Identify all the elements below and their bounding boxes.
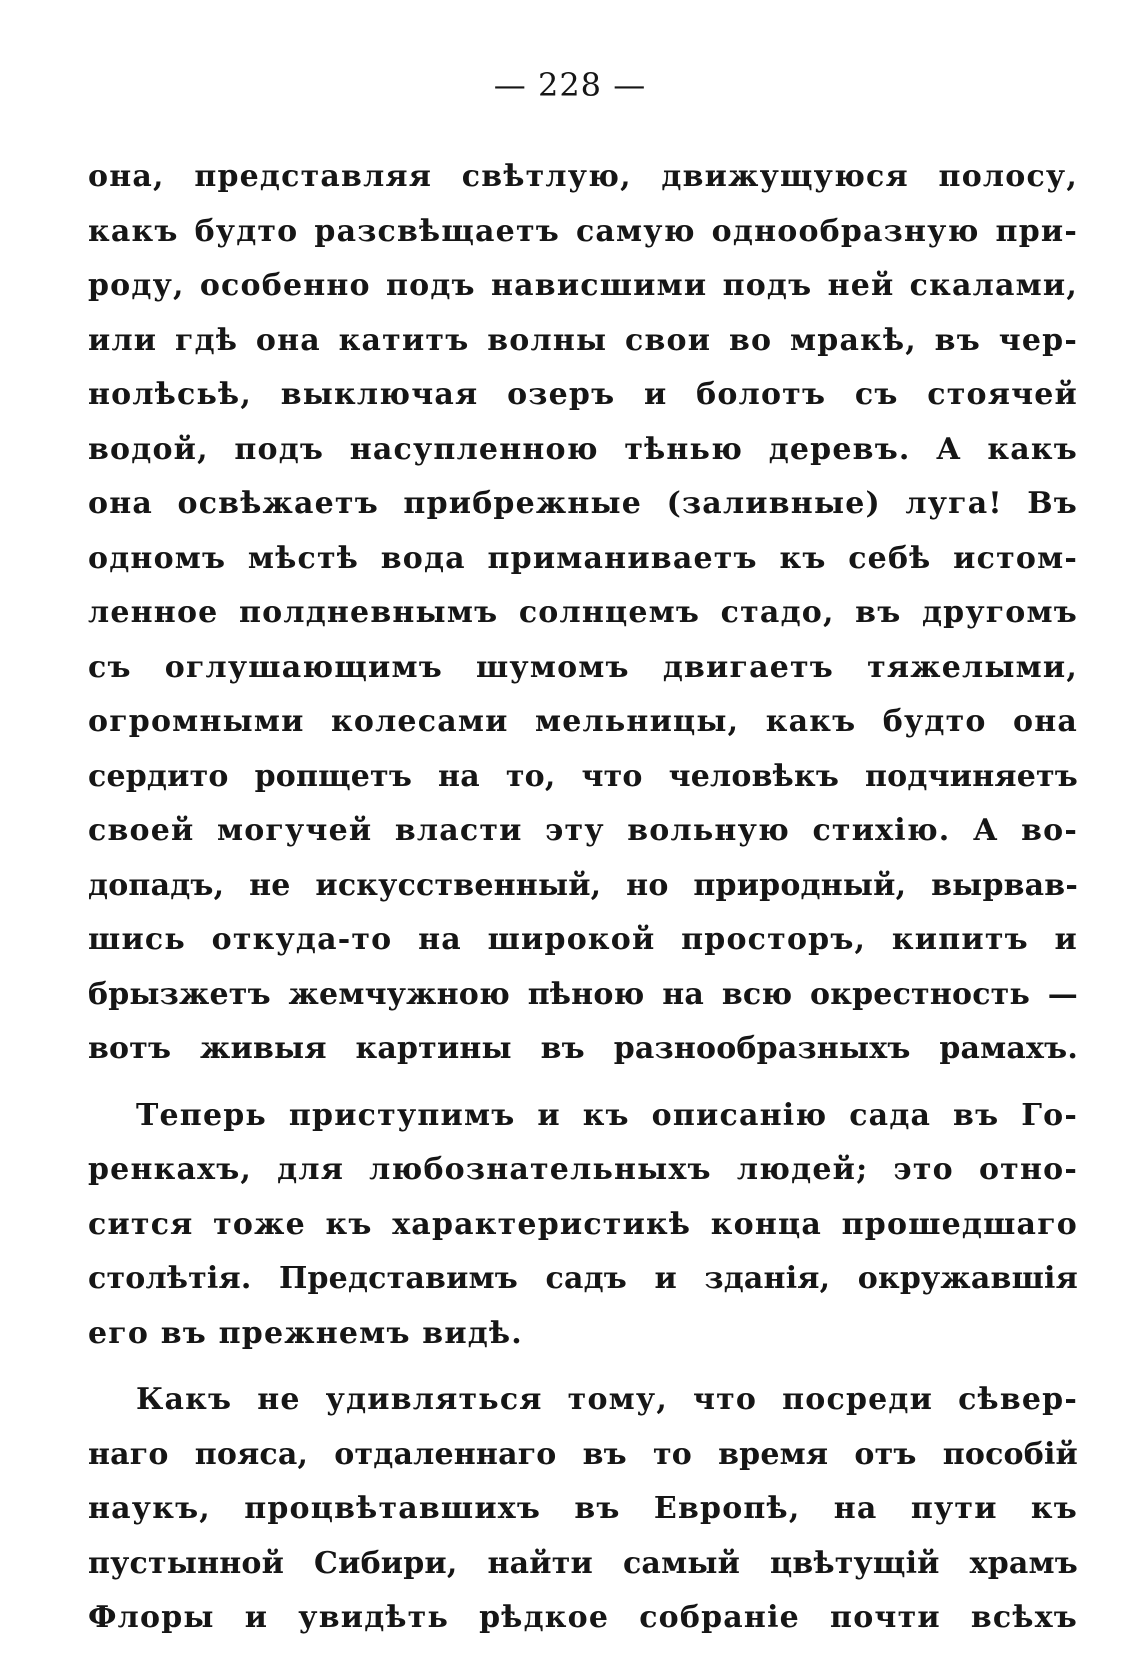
text-line: шись откуда-то на широкой просторъ, кипитъ и (88, 922, 1078, 957)
text-line: брызжетъ жемчужною пѣною на всю окрестность — (88, 976, 1078, 1012)
text-line: допадъ, не искусственный, но природный, вырвав- (88, 867, 1078, 903)
text-line: какъ будто разсвѣщаетъ самую однообразную при- (88, 213, 1078, 249)
body-text (88, 150, 1078, 1658)
text-line: вотъ живыя картины въ разнообразныхъ рамахъ. (88, 1031, 1078, 1066)
text-line: или гдѣ она катитъ волны свои во мракѣ, въ чер- (88, 322, 1078, 358)
text-line: столѣтiя. Представимъ садъ и зданiя, окружавшiя (88, 1261, 1078, 1296)
text-line: своей могучей власти эту вольную стихiю. А во- (88, 813, 1078, 848)
text-line: сится тоже къ характеристикѣ конца прошедшаго (88, 1206, 1078, 1242)
text-line: ленное полдневнымъ солнцемъ стадо, въ другомъ (88, 595, 1078, 630)
page-number: — 228 — (493, 66, 647, 104)
paragraph-2 (88, 1089, 1078, 1362)
text-line: она, представляя свѣтлую, движущуюся полосу, (88, 159, 1078, 194)
text-line: Теперь приступимъ и къ описанiю сада въ Го- (136, 1097, 1078, 1133)
paragraph-3 (88, 1373, 1078, 1646)
text-line: водой, подъ насупленною тѣнью деревъ. А какъ (88, 431, 1078, 467)
text-line: пустынной Сибири, найти самый цвѣтущiй храмъ (88, 1545, 1078, 1581)
text-line: наукъ, процвѣтавшихъ въ Европѣ, на пути къ (88, 1491, 1078, 1526)
text-line: Флоры и увидѣть рѣдкое собранiе почти всѣхъ (88, 1600, 1078, 1635)
text-line: ренкахъ, для любознательныхъ людей; это отно- (88, 1152, 1078, 1187)
text-line: роду, особенно подъ нависшими подъ ней скалами, (88, 268, 1078, 303)
text-line: съ оглушающимъ шумомъ двигаетъ тяжелыми, (88, 649, 1078, 685)
paragraph-1 (88, 150, 1078, 1077)
text-line: наго пояса, отдаленнаго въ то время отъ пособiй (88, 1436, 1078, 1472)
text-line: одномъ мѣстѣ вода приманиваетъ къ себѣ истом- (88, 540, 1078, 576)
text-line: сердито ропщетъ на то, что человѣкъ подчиняетъ (88, 758, 1078, 794)
text-line: его въ прежнемъ видѣ. (88, 1315, 523, 1351)
text-line: нолѣсьѣ, выключая озеръ и болотъ съ стоячей (88, 377, 1078, 412)
text-line: огромными колесами мельницы, какъ будто она (88, 704, 1078, 739)
text-line: она освѣжаетъ прибрежные (заливные) луга! Въ (88, 486, 1078, 521)
text-line: Какъ не удивляться тому, что посреди сѣвер- (136, 1382, 1078, 1417)
